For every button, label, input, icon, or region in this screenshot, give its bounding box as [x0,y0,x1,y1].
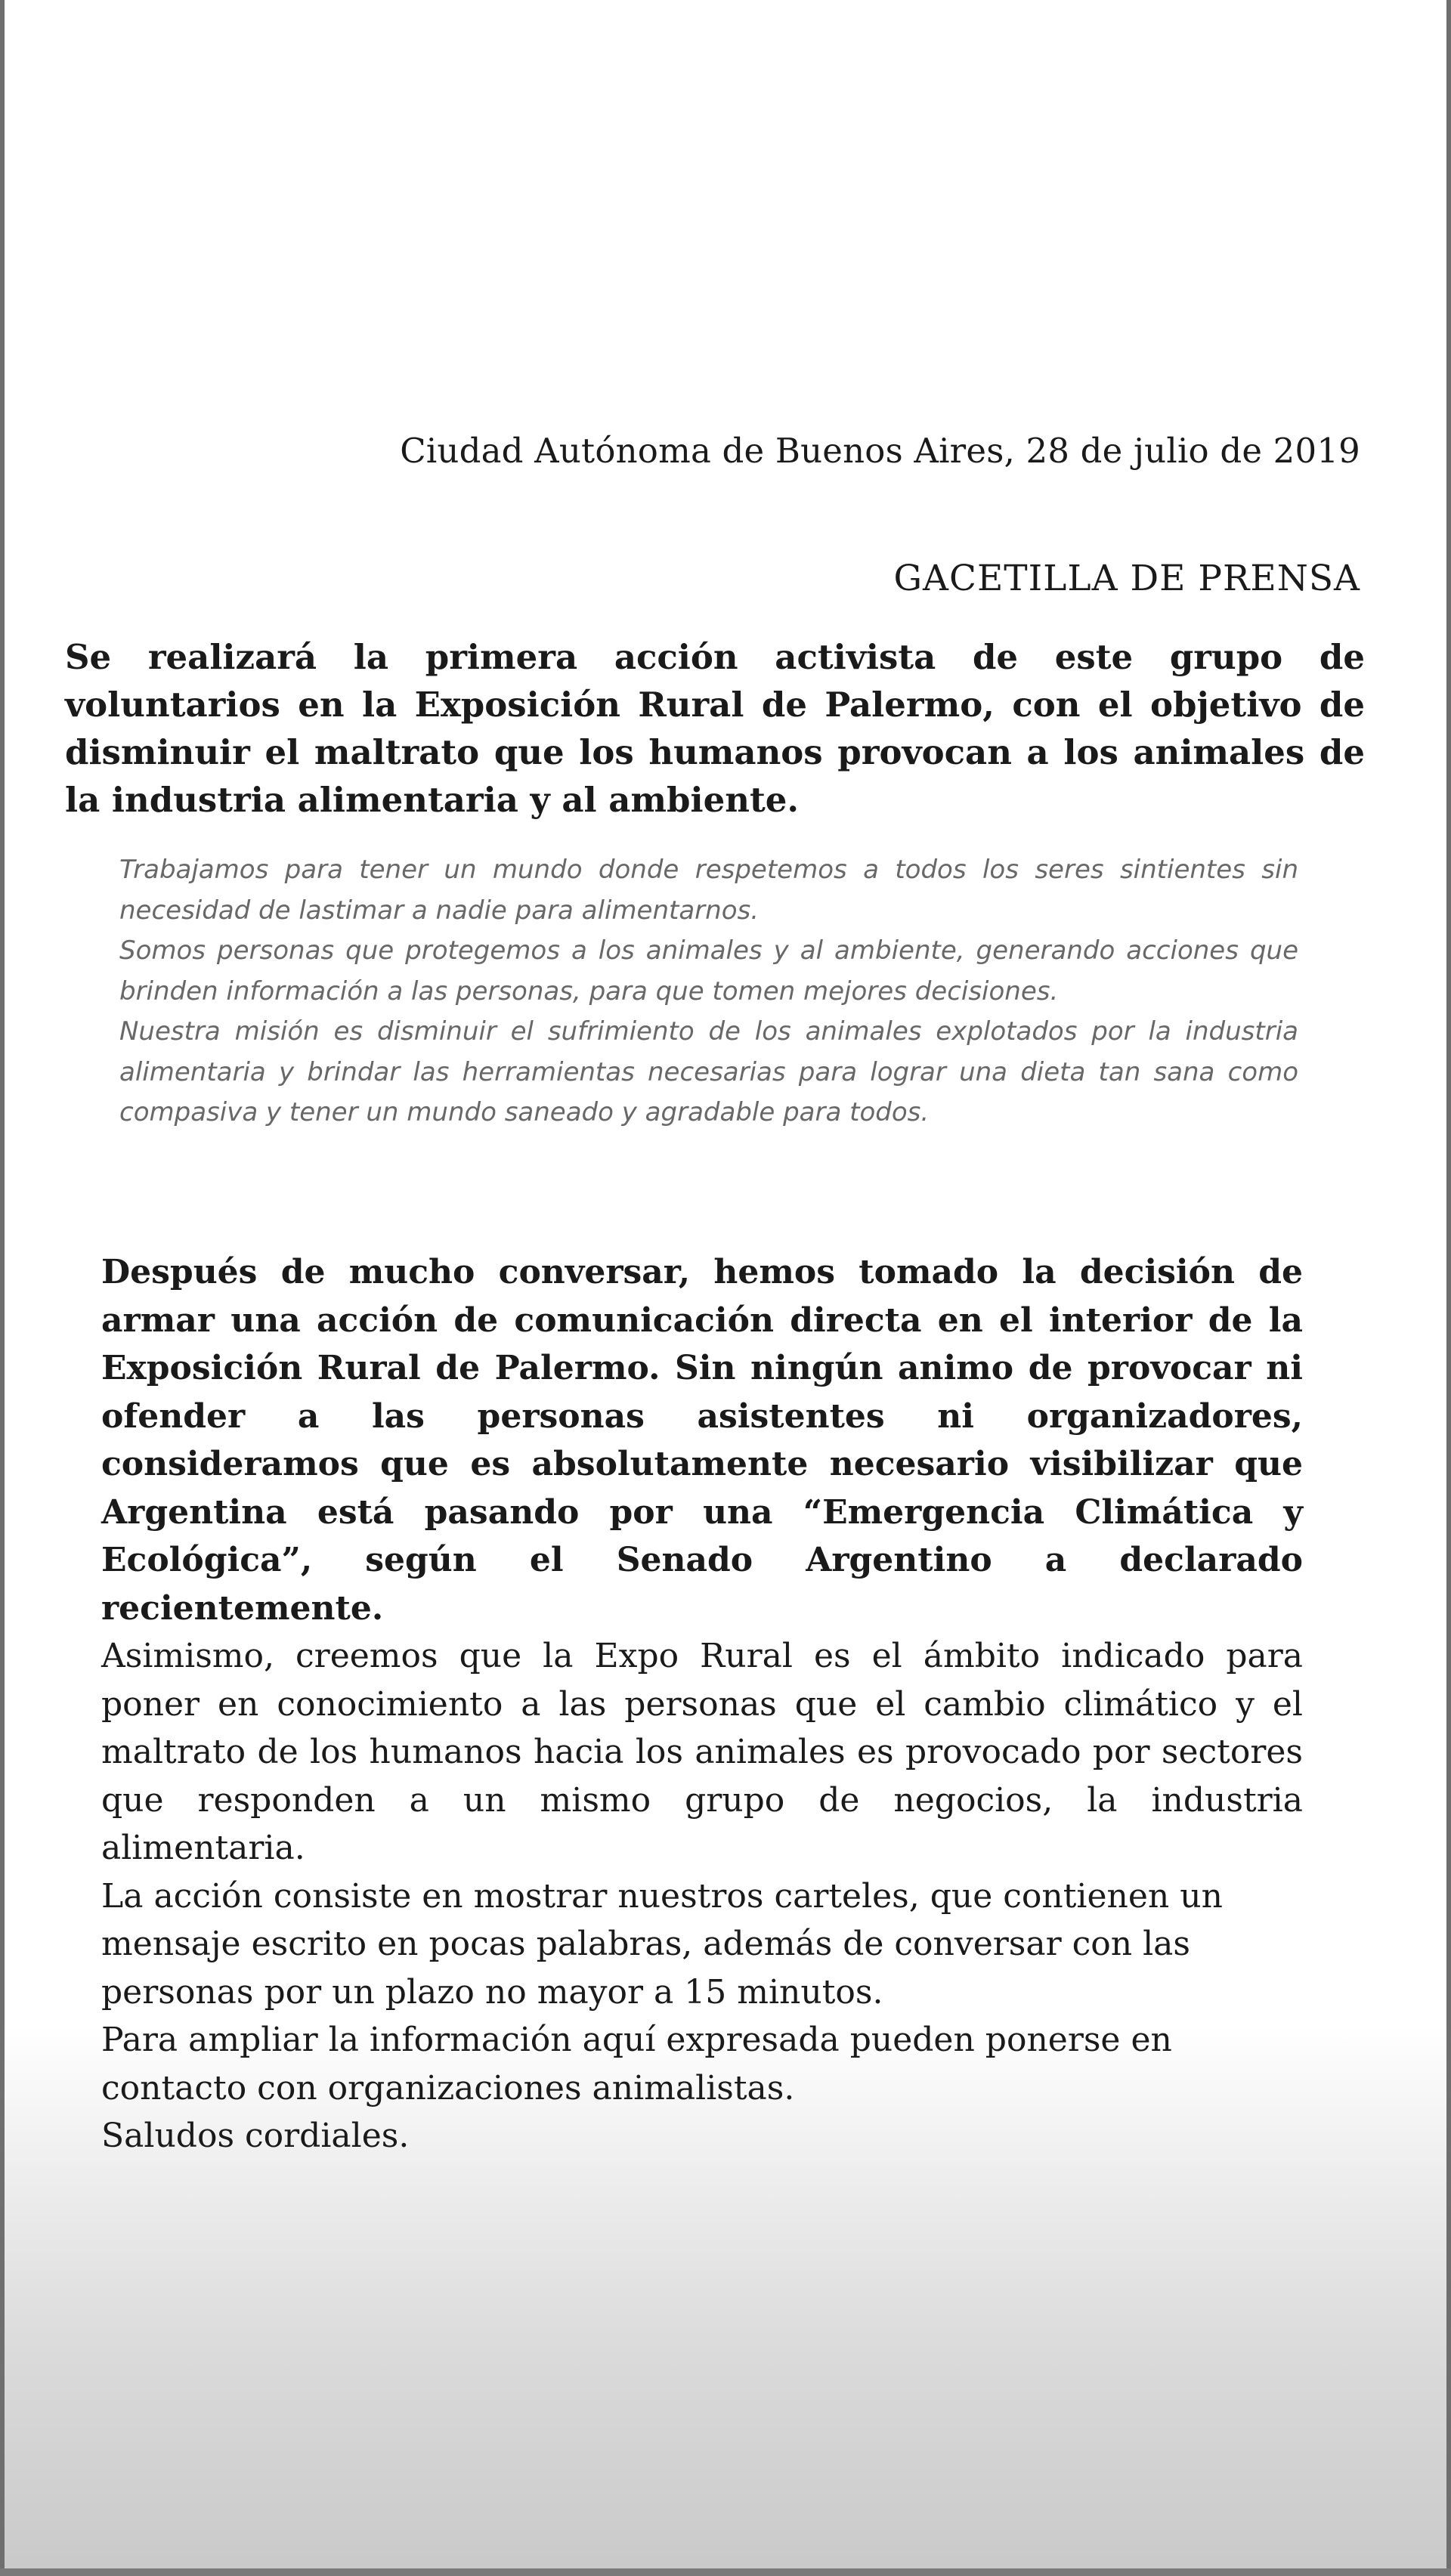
lead-paragraph: Se realizará la primera acción activista de este grupo de voluntarios en la Exposición Rural de Palermo, con el objetivo de disminuir el maltrato que los humanos provocan a los animales de la industria alimentaria y al ambiente. [65,637,1365,820]
mission-paragraph: Nuestra misión es disminuir el sufrimiento de los animales explotados por la industria alimentaria y brindar las herramientas necesarias para lograr una dieta tan sana como compasiva y tener un mundo saneado y agradable para todos. [119,1016,1298,1127]
closing-salutation: Saludos cordiales. [101,2117,410,2155]
frame-bottom-edge [0,2568,1451,2576]
body-paragraph: Para ampliar la información aquí expresada pueden ponerse en contacto con organizaciones animalistas. [101,2021,1172,2107]
body-paragraph: La acción consiste en mostrar nuestros carteles, que contienen un mensaje escrito en pocas palabras, además de conversar con las personas por un plazo no mayor a 15 minutos. [101,1876,1223,2012]
mission-statement [119,850,1298,1133]
mission-paragraph: Somos personas que protegemos a los animales y al ambiente, generando acciones que brinden información a las personas, para que tomen mejores decisiones. [119,935,1298,1007]
frame-right-edge [1446,0,1451,2576]
mission-paragraph: Trabajamos para tener un mundo donde respetemos a todos los seres sintientes sin necesidad de lastimar a nadie para alimentarnos. [119,855,1298,926]
body-paragraph: Después de mucho conversar, hemos tomado la decisión de armar una acción de comunicación directa en el interior de la Exposición Rural de Palermo. Sin ningún animo de provocar ni ofender a las personas asistentes ni organizadores, consideramos que es absolutamente necesario visibilizar que Argentina está pasando por una “Emergencia Climática y Ecológica”, según el Senado Argentino a declarado recientemente. [101,1253,1303,1628]
body-paragraph: Asimismo, creemos que la Expo Rural es el ámbito indicado para poner en conocimiento a las personas que el cambio climático y el maltrato de los humanos hacia los animales es provocado por sectores que responden a un mismo grupo de negocios, la industria alimentaria. [101,1637,1303,1867]
frame-left-edge [0,0,5,2576]
document-title: GACETILLA DE PRENSA [893,558,1360,599]
body-text [101,1248,1303,2160]
date-line: Ciudad Autónoma de Buenos Aires, 28 de julio de 2019 [400,431,1360,471]
